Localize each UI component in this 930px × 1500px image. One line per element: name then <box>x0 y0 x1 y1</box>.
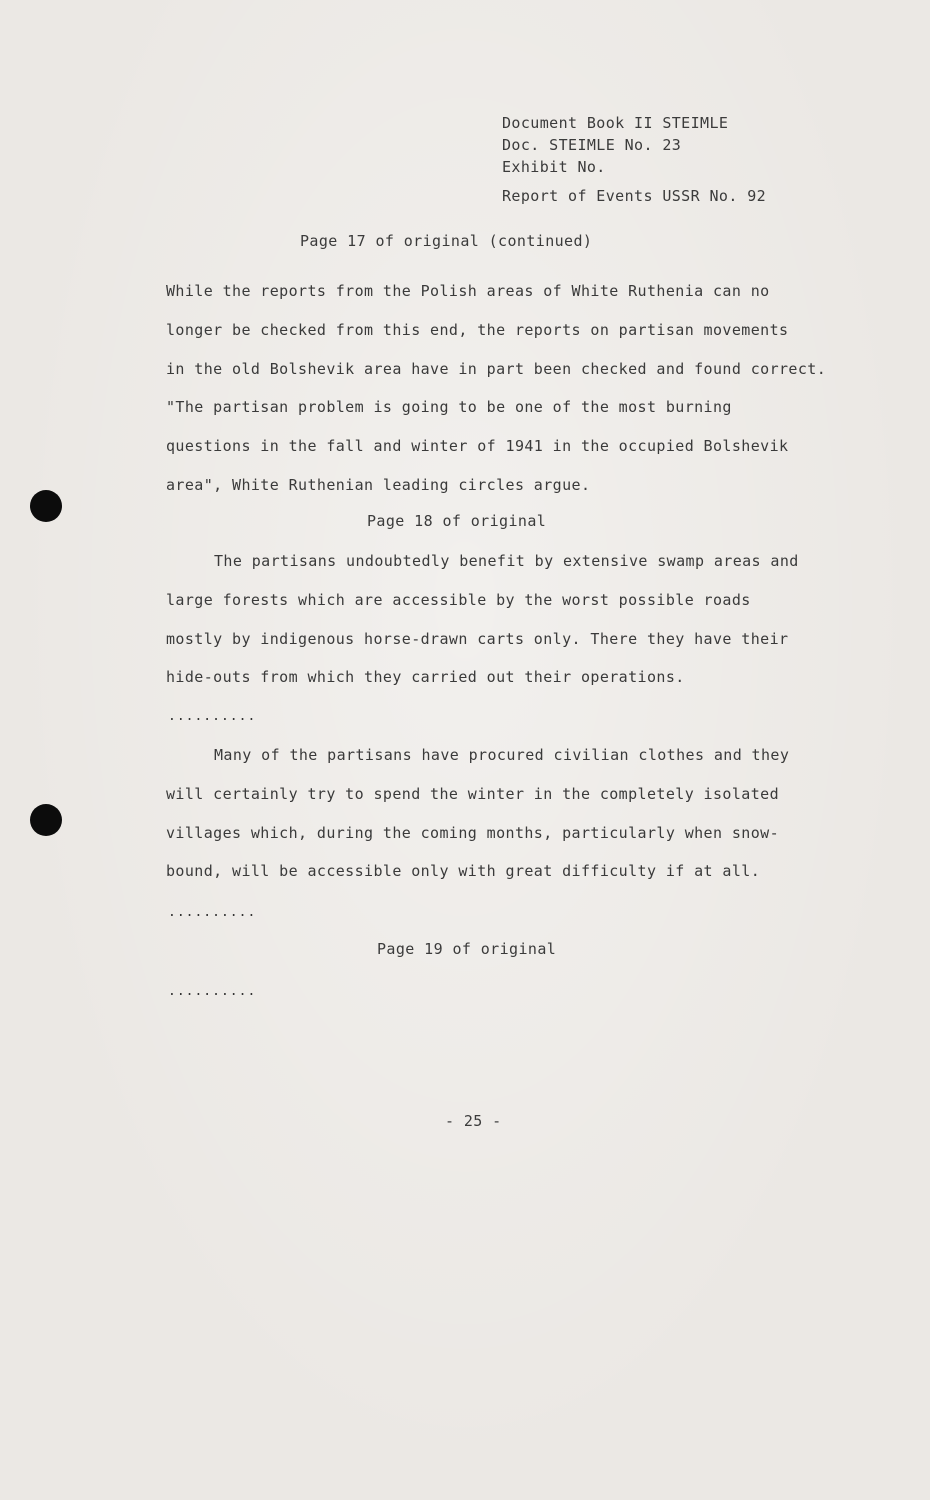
paragraph-line: mostly by indigenous horse-drawn carts only. There they have their <box>166 629 789 648</box>
punch-hole-lower <box>30 804 62 836</box>
paragraph-line: hide-outs from which they carried out their operations. <box>166 668 685 687</box>
paragraph-line: bound, will be accessible only with great difficulty if at all. <box>166 862 761 881</box>
paragraph-line: The partisans undoubtedly benefit by extensive swamp areas and <box>214 552 799 570</box>
paragraph-2 <box>166 542 799 697</box>
page-label-17: Page 17 of original (continued) <box>300 232 593 250</box>
paragraph-line: longer be checked from this end, the reports on partisan movements <box>166 320 789 339</box>
header-exhibit: Exhibit No. <box>502 158 606 176</box>
paragraph-line: villages which, during the coming months, particularly when snow- <box>166 823 779 842</box>
paragraph-line: Many of the partisans have procured civilian clothes and they <box>214 746 790 764</box>
page-label-18: Page 18 of original <box>367 512 547 530</box>
page-label-19: Page 19 of original <box>377 940 557 958</box>
paragraph-line: questions in the fall and winter of 1941 in the occupied Bolshevik <box>166 437 789 456</box>
paragraph-line: area", White Ruthenian leading circles argue. <box>166 475 591 494</box>
paragraph-line: large forests which are accessible by the worst possible roads <box>166 590 751 609</box>
header-doc-number: Doc. STEIMLE No. 23 <box>502 136 682 154</box>
punch-hole-upper <box>30 490 62 522</box>
document-header <box>502 112 728 178</box>
paragraph-3 <box>166 736 789 891</box>
page-number: - 25 - <box>445 1112 502 1130</box>
paragraph-line: will certainly try to spend the winter in the completely isolated <box>166 784 779 803</box>
omission-dots: .......... <box>168 709 257 724</box>
paragraph-line: While the reports from the Polish areas of White Ruthenia can no <box>166 282 770 300</box>
paragraph-1 <box>166 272 826 505</box>
omission-dots: .......... <box>168 984 257 999</box>
paragraph-line: in the old Bolshevik area have in part been checked and found correct. <box>166 359 827 378</box>
paragraph-line: "The partisan problem is going to be one of the most burning <box>166 398 732 417</box>
header-book: Document Book II STEIMLE <box>502 114 729 132</box>
header-report: Report of Events USSR No. 92 <box>502 187 767 205</box>
omission-dots: .......... <box>168 905 257 920</box>
